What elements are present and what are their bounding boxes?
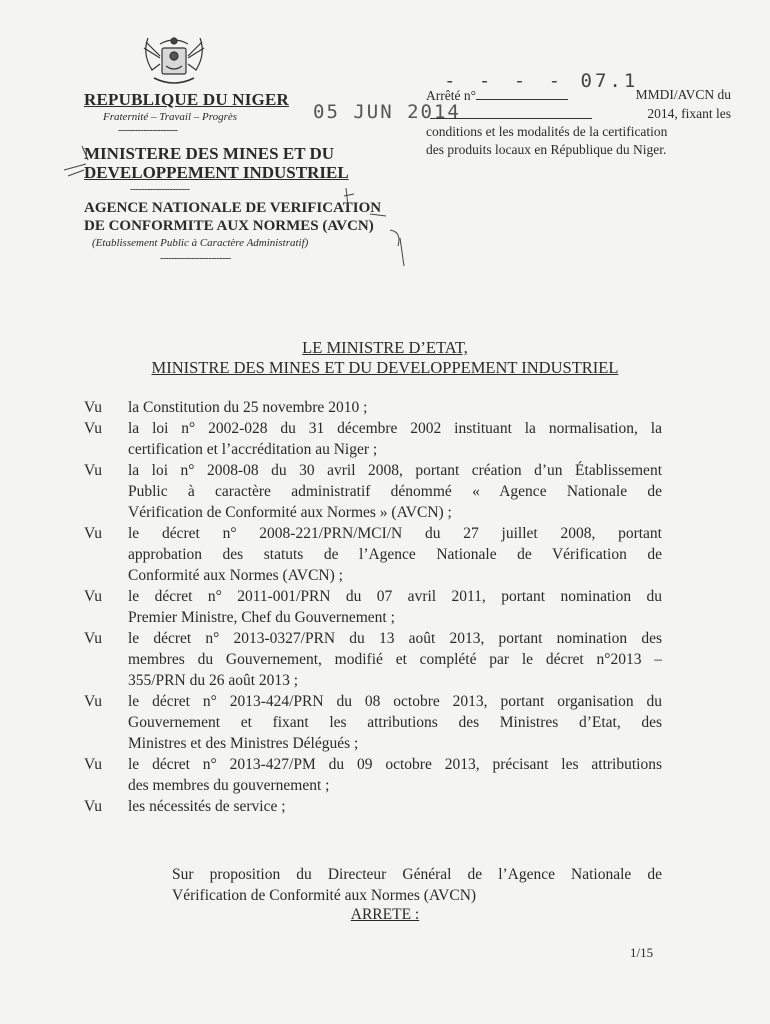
vu-item [84, 460, 662, 523]
vu-text [128, 628, 662, 691]
vu-label: Vu [84, 630, 103, 647]
arrete-heading: ARRETE : [350, 906, 420, 923]
vu-text-line: Premier Ministre, Chef du Gouvernement ; [128, 609, 395, 626]
vu-label: Vu [84, 693, 103, 710]
arrete-prefix: Arrêté n° [426, 88, 476, 103]
vu-text-line: approbation des statuts de l’Agence Nationale de Vérification de [128, 546, 662, 563]
vu-list [84, 397, 662, 817]
date-stamp: 05 JUN 2014 [313, 101, 461, 123]
handwritten-mark-icon [330, 186, 420, 276]
niger-coat-of-arms-icon [140, 34, 208, 92]
vu-text [128, 523, 662, 586]
vu-label: Vu [84, 798, 103, 815]
vu-label: Vu [84, 462, 103, 479]
vu-item [84, 796, 662, 817]
handwritten-mark-icon [60, 140, 100, 190]
vu-text-line: le décret n° 2008-221/PRN/MCI/N du 27 juillet 2008, portant [128, 525, 662, 542]
proposal-line: Sur proposition du Directeur Général de l’Agence Nationale de [172, 866, 662, 883]
vu-text-line: membres du Gouvernement, modifié et complété par le décret n°2013 – [128, 651, 662, 668]
vu-text-line: la Constitution du 25 novembre 2010 ; [128, 399, 368, 416]
vu-text [128, 796, 662, 817]
vu-label: Vu [84, 525, 103, 542]
agency-name-line1: AGENCE NATIONALE DE VERIFICATION [84, 200, 382, 216]
vu-text [128, 460, 662, 523]
vu-item [84, 628, 662, 691]
vu-label: Vu [84, 756, 103, 773]
vu-text-line: Public à caractère administratif dénommé « Agence Nationale de [128, 483, 662, 500]
vu-text-line: Vérification de Conformité aux Normes » (AVCN) ; [128, 504, 452, 521]
separator: --------------------- [130, 184, 190, 195]
arrete-suffix: MMDI/AVCN du [635, 87, 731, 102]
vu-item [84, 523, 662, 586]
vu-text [128, 691, 662, 754]
vu-text-line: la loi n° 2008-08 du 30 avril 2008, portant création d’un Établissement [128, 462, 662, 479]
vu-label: Vu [84, 399, 103, 416]
ministry-name-line2: DEVELOPPEMENT INDUSTRIEL [84, 163, 349, 182]
vu-item [84, 754, 662, 796]
stamp-number: - - - - 07.1 [444, 70, 639, 92]
vu-label: Vu [84, 420, 103, 437]
national-motto: Fraternité – Travail – Progrès [103, 111, 238, 123]
vu-text-line: la loi n° 2002-028 du 31 décembre 2002 instituant la normalisation, la [128, 420, 662, 437]
vu-item [84, 418, 662, 460]
vu-text [128, 397, 662, 418]
vu-label: Vu [84, 588, 103, 605]
vu-text-line: des membres du gouvernement ; [128, 777, 330, 794]
agency-name-line2: DE CONFORMITE AUX NORMES (AVCN) [84, 218, 374, 234]
arrete-subject-line: conditions et les modalités de la certification [426, 124, 668, 139]
vu-text-line: Ministres et des Ministres Délégués ; [128, 735, 359, 752]
vu-text-line: le décret n° 2013-427/PM du 09 octobre 2013, précisant les attributions [128, 756, 662, 773]
vu-text [128, 754, 662, 796]
document-title-line2: MINISTRE DES MINES ET DU DEVELOPPEMENT INDUSTRIEL [151, 358, 619, 377]
agency-status: (Etablissement Public à Caractère Administratif) [92, 237, 309, 249]
republic-name: REPUBLIQUE DU NIGER [84, 90, 289, 109]
vu-text [128, 586, 662, 628]
separator: ------------------------- [160, 253, 231, 264]
vu-text-line: les nécessités de service ; [128, 798, 286, 815]
vu-text-line: le décret n° 2011-001/PRN du 07 avril 2011, portant nomination du [128, 588, 662, 605]
vu-item [84, 691, 662, 754]
vu-text-line: certification et l’accréditation au Niger ; [128, 441, 378, 458]
vu-item [84, 586, 662, 628]
vu-text-line: le décret n° 2013-0327/PRN du 13 août 2013, portant nomination des [128, 630, 662, 647]
vu-text-line: Gouvernement et fixant les attributions des Ministres d’Etat, des [128, 714, 662, 731]
separator: --------------------- [118, 125, 178, 136]
proposal-paragraph [172, 864, 662, 906]
vu-text-line: Conformité aux Normes (AVCN) ; [128, 567, 343, 584]
arrete-year: 2014, fixant les [647, 106, 731, 121]
arrete-subject-line: des produits locaux en République du Niger. [426, 142, 667, 157]
document-title-line1: LE MINISTRE D’ETAT, [302, 338, 468, 357]
ministry-name-line1: MINISTERE DES MINES ET DU [84, 144, 335, 163]
arrete-header [426, 86, 731, 159]
vu-text [128, 418, 662, 460]
proposal-line: Vérification de Conformité aux Normes (AVCN) [172, 887, 477, 904]
vu-text-line: le décret n° 2013-424/PRN du 08 octobre 2013, portant organisation du [128, 693, 662, 710]
page-number: 1/15 [630, 945, 654, 960]
vu-item [84, 397, 662, 418]
vu-text-line: 355/PRN du 26 août 2013 ; [128, 672, 299, 689]
